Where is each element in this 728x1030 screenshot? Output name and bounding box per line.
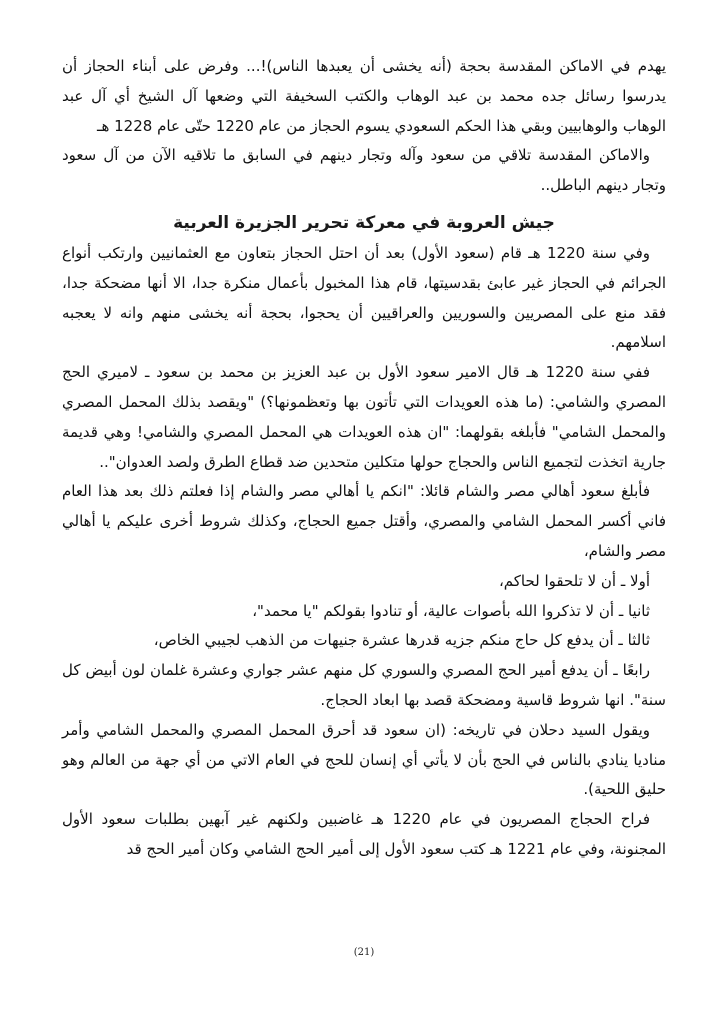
body-text <box>62 52 666 865</box>
section-heading: جيش العروبة في معركة تحرير الجزيرة العربية <box>173 212 555 233</box>
condition-3: ثالثا ـ أن يدفع كل حاج منكم جزيه قدرها عشرة جنيهات من الذهب لجيبي الخاص، <box>153 631 650 650</box>
condition-1: أولا ـ أن لا تلحقوا لحاكم، <box>498 571 650 590</box>
paragraph-last: فراح الحجاج المصريون في عام 1220 هـ غاضبين ولكنهم غير آبهين بطلبات سعود الأول المجنونة، وفي عام 1221 هـ كتب سعود الأول إلى أمير الحج الشامي وكان أمير الحج قد <box>62 810 666 858</box>
paragraph-dahlan: ويقول السيد دحلان في تاريخه: (ان سعود قد أحرق المحمل المصري والمحمل الشامي وأمر مناديا ينادي بالناس في الحج بأن لا يأتي أي إنسان للحج في العام الاتي من أي جهة من العالم وهو حليق اللحية). <box>62 720 666 799</box>
paragraph-2: والاماكن المقدسة تلاقي من سعود وآله وتجار دينهم في السابق ما تلاقيه الآن من آل سعود وتجار دينهم الباطل.. <box>62 146 666 195</box>
paragraph-4: ففي سنة 1220 هـ قال الامير سعود الأول بن عبد العزيز بن محمد بن سعود ـ لاميري الحج المصري والشامي: (ما هذه العويدات التي تأتون بها وتعظمونها؟) "ويقصد بذلك المحمل المصري والمحمل الشامي" فأبلغه بقولهما: "ان هذه العويدات هي المحمل المصري والشامي! وهي قديمة جارية اتخذت لتجميع الناس والحجاج حولها متكلين متحدين ضد قطاع الطرق ولصد العدوان".. <box>62 363 666 471</box>
condition-4: رابعًا ـ أن يدفع أمير الحج المصري والسوري كل منهم عشر جواري وعشرة غلمان لون أبيض كل سنة". انها شروط قاسية ومضحكة قصد بها ابعاد الحجاج. <box>62 661 666 709</box>
paragraph-5: فأبلغ سعود أهالي مصر والشام قائلا: "انكم يا أهالي مصر والشام إذا فعلتم ذلك بعد هذا العام فاني أكسر المحمل الشامي والمصري، وأقتل جميع الحجاج، وكذلك شروط أخرى عليكم يا أهالي مصر والشام، <box>62 482 666 560</box>
paragraph-1: يهدم في الاماكن المقدسة بحجة (أنه يخشى أن يعبدها الناس)!... وفرض على أبناء الحجاز أن يدرسوا رسائل جده محمد بن عبد الوهاب والكتب السخيفة التي وضعها آل الشيخ أي آل عبد الوهاب والوهابيين وبقي هذا الحكم السعودي يسوم الحجاز من عام 1220 حتّى عام 1228 هـ <box>62 57 666 135</box>
condition-2: ثانيا ـ أن لا تذكروا الله بأصوات عالية، أو تنادوا بقولكم "يا محمد"، <box>252 601 650 620</box>
page-number: (21) <box>353 947 375 958</box>
paragraph-3: وفي سنة 1220 هـ قام (سعود الأول) بعد أن احتل الحجاز بتعاون مع العثمانيين وارتكب أنواع الجرائم في الحجاز غير عابئ بقدسيتها، قام هذا المخبول بأعمال منكرة جدا، الا أنها مضحكة جدا، فقد منع على المصريين والسوريين والعراقيين أن يحجوا، بحجة أنه يخشى منهم وانه لا يعجبه اسلامهم. <box>62 243 666 352</box>
